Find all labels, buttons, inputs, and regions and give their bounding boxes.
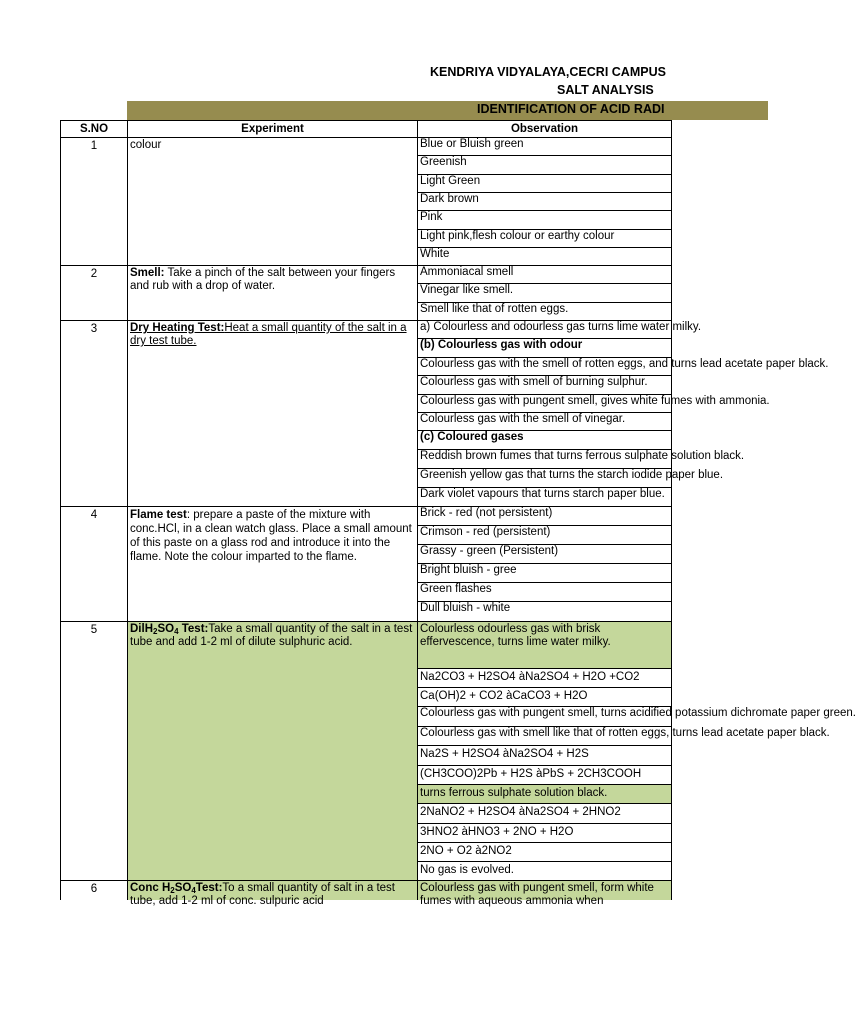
observation-cell: 2NO + O2 à2NO2 (417, 843, 672, 862)
experiment-cell (127, 622, 417, 881)
experiment-name: Dry Heating Test: (130, 322, 225, 334)
observation-cell: Colourless odourless gas with brisk effervescence, turns lime water milky. (417, 622, 672, 669)
experiment-name-part: SO (174, 882, 192, 894)
experiment-text: To a small quantity of salt in a test tube, add 1-2 ml of conc. sulpuric acid (130, 882, 395, 907)
observation-cell: Smell like that of rotten eggs. (417, 303, 672, 321)
observation-cell: Colourless gas with pungent smell, gives white fumes with ammonia. (417, 395, 672, 413)
observation-cell: Colourless gas with the smell of rotten eggs, and turns lead acetate paper black. (417, 358, 672, 376)
experiment-name-part: DilH (130, 623, 153, 635)
observation-cell: Colourless gas with the smell of vinegar. (417, 413, 672, 431)
observation-cell: Dull bluish - white (417, 602, 672, 622)
observation-cell: Colourless gas with smell like that of rotten eggs, turns lead acetate paper black. (417, 727, 672, 746)
observation-cell: Na2S + H2SO4 àNa2SO4 + H2S (417, 746, 672, 766)
experiment-name-part: SO (157, 623, 175, 635)
observation-cell: Grassy - green (Persistent) (417, 545, 672, 564)
observation-cell: a) Colourless and odourless gas turns lime water milky. (417, 321, 672, 339)
observation-cell: Vinegar like smell. (417, 284, 672, 303)
experiment-name: Flame test (130, 509, 187, 521)
experiment-cell: colour (127, 138, 417, 266)
observation-cell: Colourless gas with smell of burning sulphur. (417, 376, 672, 395)
observation-cell: Green flashes (417, 583, 672, 602)
observation-cell: Blue or Bluish green (417, 138, 672, 156)
salt-analysis-table (60, 120, 856, 907)
observation-cell: Na2CO3 + H2SO4 àNa2SO4 + H2O +CO2 (417, 669, 672, 688)
subscript: 2 (170, 886, 175, 895)
experiment-text: Take a small quantity of the salt in a test tube and add 1-2 ml of dilute sulphuric acid. (130, 623, 413, 648)
observation-cell: Bright bluish - gree (417, 564, 672, 583)
observation-cell: White (417, 248, 672, 266)
experiment-name-part: Test: (195, 882, 223, 894)
observation-cell: Pink (417, 211, 672, 230)
observation-cell: Dark brown (417, 193, 672, 211)
observation-subheading: (c) Coloured gases (417, 431, 672, 450)
experiment-name-part: Conc H (130, 882, 171, 894)
experiment-cell (127, 507, 417, 622)
observation-cell: No gas is evolved. (417, 862, 672, 881)
experiment-name: Smell: (130, 267, 165, 279)
experiment-name (130, 623, 208, 635)
sno-cell: 6 (60, 881, 127, 900)
observation-cell: Light Green (417, 175, 672, 193)
subject-title: SALT ANALYSIS (557, 83, 654, 97)
sno-cell: 1 (60, 138, 127, 266)
subscript: 4 (174, 627, 179, 636)
observation-cell: Light pink,flesh colour or earthy colour (417, 230, 672, 248)
observation-cell: Greenish yellow gas that turns the starch iodide paper blue. (417, 469, 672, 488)
sno-cell: 4 (60, 507, 127, 622)
observation-cell: 2NaNO2 + H2SO4 àNa2SO4 + 2HNO2 (417, 804, 672, 824)
experiment-cell (127, 881, 417, 907)
experiment-text: Heat a small quantity of the salt in a dry test tube. (130, 322, 407, 347)
sno-cell: 5 (60, 622, 127, 881)
section-band (127, 101, 768, 120)
observation-cell: Reddish brown fumes that turns ferrous sulphate solution black. (417, 450, 672, 469)
subscript: 2 (153, 627, 158, 636)
observation-cell: Ca(OH)2 + CO2 àCaCO3 + H2O (417, 688, 672, 707)
observation-cell: Colourless gas with pungent smell, turns acidified potassium dichromate paper green. (417, 707, 672, 727)
sno-cell: 2 (60, 266, 127, 321)
observation-cell: turns ferrous sulphate solution black. (417, 785, 672, 804)
experiment-cell (127, 321, 417, 507)
experiment-name (130, 882, 222, 894)
observation-subheading: (b) Colourless gas with odour (417, 339, 672, 358)
observation-cell: Crimson - red (persistent) (417, 526, 672, 545)
observation-cell: Ammoniacal smell (417, 266, 672, 284)
observation-cell: Brick - red (not persistent) (417, 507, 672, 526)
observation-cell: Greenish (417, 156, 672, 175)
school-title: KENDRIYA VIDYALAYA,CECRI CAMPUS (430, 65, 666, 79)
experiment-name-part: Test: (178, 623, 209, 635)
section-title: IDENTIFICATION OF ACID RADI (477, 102, 665, 116)
experiment-text: : prepare a paste of the mixture with conc.HCl, in a clean watch glass. Place a small amount of this paste on a glass rod and introduce it into the flame. Note the colour imparted to the flame. (130, 509, 412, 563)
subscript: 4 (191, 886, 196, 895)
observation-cell: (CH3COO)2Pb + H2S àPbS + 2CH3COOH (417, 766, 672, 785)
experiment-cell (127, 266, 417, 321)
experiment-text: Take a pinch of the salt between your fingers and rub with a drop of water. (130, 267, 396, 292)
observation-cell: Dark violet vapours that turns starch paper blue. (417, 488, 672, 507)
header-observation: Observation (417, 120, 672, 138)
sno-cell: 3 (60, 321, 127, 507)
header-sno: S.NO (60, 120, 127, 138)
observation-cell: Colourless gas with pungent smell, form white fumes with aqueous ammonia when (417, 881, 672, 900)
observation-cell: 3HNO2 àHNO3 + 2NO + H2O (417, 824, 672, 843)
header-experiment: Experiment (127, 120, 417, 138)
